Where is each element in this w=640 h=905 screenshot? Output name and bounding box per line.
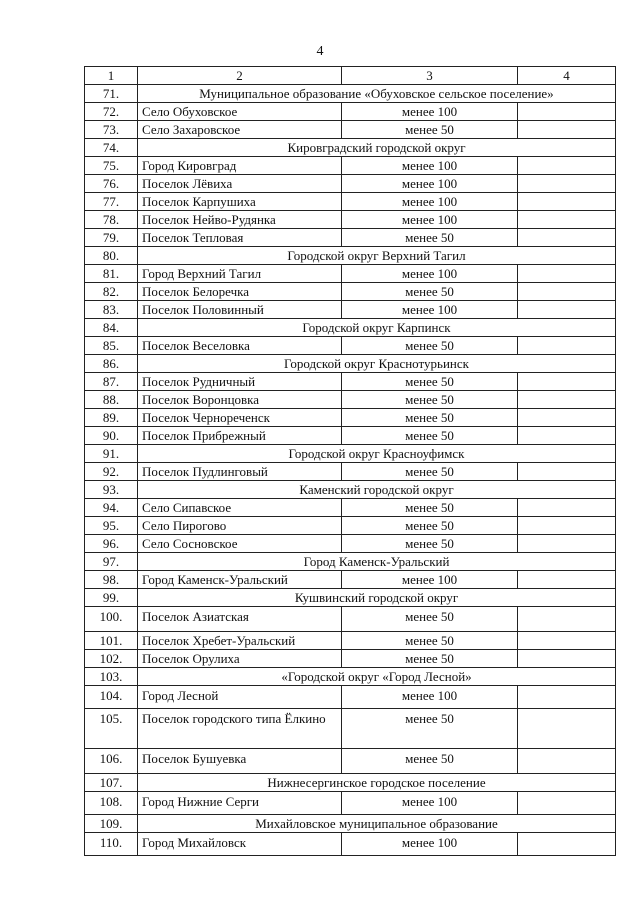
section-row <box>85 319 616 337</box>
table-row <box>85 157 616 175</box>
settlement-value: менее 50 <box>342 607 518 632</box>
section-row <box>85 85 616 103</box>
section-row <box>85 668 616 686</box>
row-number: 80. <box>85 247 138 265</box>
section-title: Каменский городской округ <box>138 481 616 499</box>
settlement-extra <box>518 301 616 319</box>
settlement-extra <box>518 409 616 427</box>
settlement-name: Город Каменск-Уральский <box>138 571 342 589</box>
settlement-extra <box>518 607 616 632</box>
section-title: Кушвинский городской округ <box>138 589 616 607</box>
row-number: 73. <box>85 121 138 139</box>
settlement-name: Поселок Пудлинговый <box>138 463 342 481</box>
settlement-name: Поселок Прибрежный <box>138 427 342 445</box>
settlement-value: менее 50 <box>342 229 518 247</box>
settlement-name: Поселок Карпушиха <box>138 193 342 211</box>
settlement-value: менее 100 <box>342 157 518 175</box>
settlement-value: менее 100 <box>342 211 518 229</box>
settlement-value: менее 50 <box>342 535 518 553</box>
settlement-name: Поселок Веселовка <box>138 337 342 355</box>
row-number: 106. <box>85 749 138 774</box>
row-number: 109. <box>85 815 138 833</box>
row-number: 102. <box>85 650 138 668</box>
table-row <box>85 103 616 121</box>
settlement-name: Поселок Азиатская <box>138 607 342 632</box>
page-number: 4 <box>316 44 324 59</box>
row-number: 83. <box>85 301 138 319</box>
table-row <box>85 517 616 535</box>
table-row <box>85 391 616 409</box>
row-number: 101. <box>85 632 138 650</box>
settlement-name: Поселок Белоречка <box>138 283 342 301</box>
table-row <box>85 463 616 481</box>
table-row <box>85 833 616 856</box>
section-row <box>85 815 616 833</box>
settlement-name: Село Захаровское <box>138 121 342 139</box>
section-title: Городской округ Красноуфимск <box>138 445 616 463</box>
row-number: 90. <box>85 427 138 445</box>
settlement-name: Поселок Лёвиха <box>138 175 342 193</box>
settlement-value: менее 100 <box>342 571 518 589</box>
settlement-extra <box>518 265 616 283</box>
table-row <box>85 409 616 427</box>
settlement-value: менее 100 <box>342 833 518 856</box>
settlement-name: Поселок Хребет-Уральский <box>138 632 342 650</box>
header-col-4: 4 <box>518 67 616 85</box>
settlement-extra <box>518 103 616 121</box>
row-number: 76. <box>85 175 138 193</box>
table-row <box>85 373 616 391</box>
row-number: 91. <box>85 445 138 463</box>
settlement-value: менее 50 <box>342 517 518 535</box>
table-row <box>85 121 616 139</box>
section-title: Городской округ Краснотурьинск <box>138 355 616 373</box>
section-title: Михайловское муниципальное образование <box>138 815 616 833</box>
settlement-value: менее 100 <box>342 103 518 121</box>
settlement-value: менее 100 <box>342 193 518 211</box>
settlement-extra <box>518 373 616 391</box>
row-number: 105. <box>85 709 138 749</box>
settlement-name: Село Пирогово <box>138 517 342 535</box>
settlement-name: Поселок Нейво-Рудянка <box>138 211 342 229</box>
settlement-value: менее 100 <box>342 175 518 193</box>
row-number: 99. <box>85 589 138 607</box>
settlement-value: менее 100 <box>342 265 518 283</box>
settlement-value: менее 50 <box>342 749 518 774</box>
settlement-name: Село Сипавское <box>138 499 342 517</box>
settlement-name: Город Верхний Тагил <box>138 265 342 283</box>
row-number: 108. <box>85 792 138 815</box>
row-number: 103. <box>85 668 138 686</box>
section-row <box>85 445 616 463</box>
settlement-extra <box>518 709 616 749</box>
row-number: 110. <box>85 833 138 856</box>
row-number: 93. <box>85 481 138 499</box>
settlement-extra <box>518 193 616 211</box>
settlement-extra <box>518 632 616 650</box>
table-row <box>85 749 616 774</box>
settlement-name: Поселок Чернореченск <box>138 409 342 427</box>
settlement-value: менее 100 <box>342 301 518 319</box>
row-number: 104. <box>85 686 138 709</box>
settlement-name: Поселок городского типа Ёлкино <box>138 709 342 749</box>
table-row <box>85 632 616 650</box>
settlement-value: менее 50 <box>342 373 518 391</box>
settlement-name: Поселок Половинный <box>138 301 342 319</box>
settlement-extra <box>518 833 616 856</box>
settlement-value: менее 100 <box>342 792 518 815</box>
settlement-name: Поселок Рудничный <box>138 373 342 391</box>
row-number: 79. <box>85 229 138 247</box>
row-number: 94. <box>85 499 138 517</box>
row-number: 75. <box>85 157 138 175</box>
settlement-extra <box>518 211 616 229</box>
row-number: 82. <box>85 283 138 301</box>
table-row <box>85 607 616 632</box>
table-row <box>85 535 616 553</box>
settlement-value: менее 50 <box>342 121 518 139</box>
settlement-name: Село Обуховское <box>138 103 342 121</box>
table-row <box>85 283 616 301</box>
settlements-table <box>84 66 616 856</box>
section-row <box>85 774 616 792</box>
settlement-value: менее 50 <box>342 409 518 427</box>
section-row <box>85 355 616 373</box>
settlement-extra <box>518 175 616 193</box>
table-row <box>85 229 616 247</box>
settlement-value: менее 50 <box>342 499 518 517</box>
table-row <box>85 427 616 445</box>
settlement-value: менее 50 <box>342 632 518 650</box>
row-number: 89. <box>85 409 138 427</box>
table-row <box>85 686 616 709</box>
settlement-extra <box>518 792 616 815</box>
row-number: 100. <box>85 607 138 632</box>
settlement-name: Город Михайловск <box>138 833 342 856</box>
table-row <box>85 301 616 319</box>
table-row <box>85 337 616 355</box>
table-row <box>85 792 616 815</box>
row-number: 78. <box>85 211 138 229</box>
settlement-name: Поселок Орулиха <box>138 650 342 668</box>
section-title: «Городской округ «Город Лесной» <box>138 668 616 686</box>
settlement-extra <box>518 121 616 139</box>
settlement-extra <box>518 283 616 301</box>
table-row <box>85 265 616 283</box>
row-number: 87. <box>85 373 138 391</box>
table-row <box>85 571 616 589</box>
section-row <box>85 553 616 571</box>
row-number: 85. <box>85 337 138 355</box>
row-number: 81. <box>85 265 138 283</box>
settlement-extra <box>518 499 616 517</box>
settlement-extra <box>518 650 616 668</box>
settlement-extra <box>518 427 616 445</box>
section-row <box>85 481 616 499</box>
header-col-2: 2 <box>138 67 342 85</box>
settlement-extra <box>518 517 616 535</box>
header-col-1: 1 <box>85 67 138 85</box>
table-row <box>85 499 616 517</box>
settlement-extra <box>518 157 616 175</box>
section-title: Городской округ Верхний Тагил <box>138 247 616 265</box>
settlement-extra <box>518 391 616 409</box>
settlement-extra <box>518 749 616 774</box>
section-title: Нижнесергинское городское поселение <box>138 774 616 792</box>
section-title: Городской округ Карпинск <box>138 319 616 337</box>
row-number: 98. <box>85 571 138 589</box>
settlement-extra <box>518 337 616 355</box>
row-number: 77. <box>85 193 138 211</box>
settlement-name: Город Нижние Серги <box>138 792 342 815</box>
settlement-value: менее 50 <box>342 337 518 355</box>
row-number: 96. <box>85 535 138 553</box>
settlement-extra <box>518 229 616 247</box>
table-header-row <box>85 67 616 85</box>
settlement-extra <box>518 463 616 481</box>
section-title: Кировградский городской округ <box>138 139 616 157</box>
settlement-name: Город Лесной <box>138 686 342 709</box>
settlement-name: Поселок Бушуевка <box>138 749 342 774</box>
settlement-extra <box>518 571 616 589</box>
settlement-value: менее 50 <box>342 463 518 481</box>
settlement-value: менее 50 <box>342 391 518 409</box>
section-title: Муниципальное образование «Обуховское сельское поселение» <box>138 85 616 103</box>
settlement-value: менее 50 <box>342 283 518 301</box>
settlement-value: менее 100 <box>342 686 518 709</box>
settlement-value: менее 50 <box>342 427 518 445</box>
section-row <box>85 139 616 157</box>
section-row <box>85 589 616 607</box>
section-title: Город Каменск-Уральский <box>138 553 616 571</box>
settlement-name: Город Кировград <box>138 157 342 175</box>
section-row <box>85 247 616 265</box>
settlement-name: Поселок Воронцовка <box>138 391 342 409</box>
row-number: 97. <box>85 553 138 571</box>
header-col-3: 3 <box>342 67 518 85</box>
row-number: 88. <box>85 391 138 409</box>
settlement-value: менее 50 <box>342 650 518 668</box>
table-row <box>85 175 616 193</box>
row-number: 71. <box>85 85 138 103</box>
row-number: 72. <box>85 103 138 121</box>
row-number: 95. <box>85 517 138 535</box>
row-number: 84. <box>85 319 138 337</box>
table-row <box>85 193 616 211</box>
settlement-name: Село Сосновское <box>138 535 342 553</box>
settlement-extra <box>518 535 616 553</box>
row-number: 92. <box>85 463 138 481</box>
table-row <box>85 709 616 749</box>
row-number: 86. <box>85 355 138 373</box>
table-row <box>85 650 616 668</box>
table-row <box>85 211 616 229</box>
row-number: 74. <box>85 139 138 157</box>
settlement-value: менее 50 <box>342 709 518 749</box>
settlement-name: Поселок Тепловая <box>138 229 342 247</box>
settlement-extra <box>518 686 616 709</box>
row-number: 107. <box>85 774 138 792</box>
